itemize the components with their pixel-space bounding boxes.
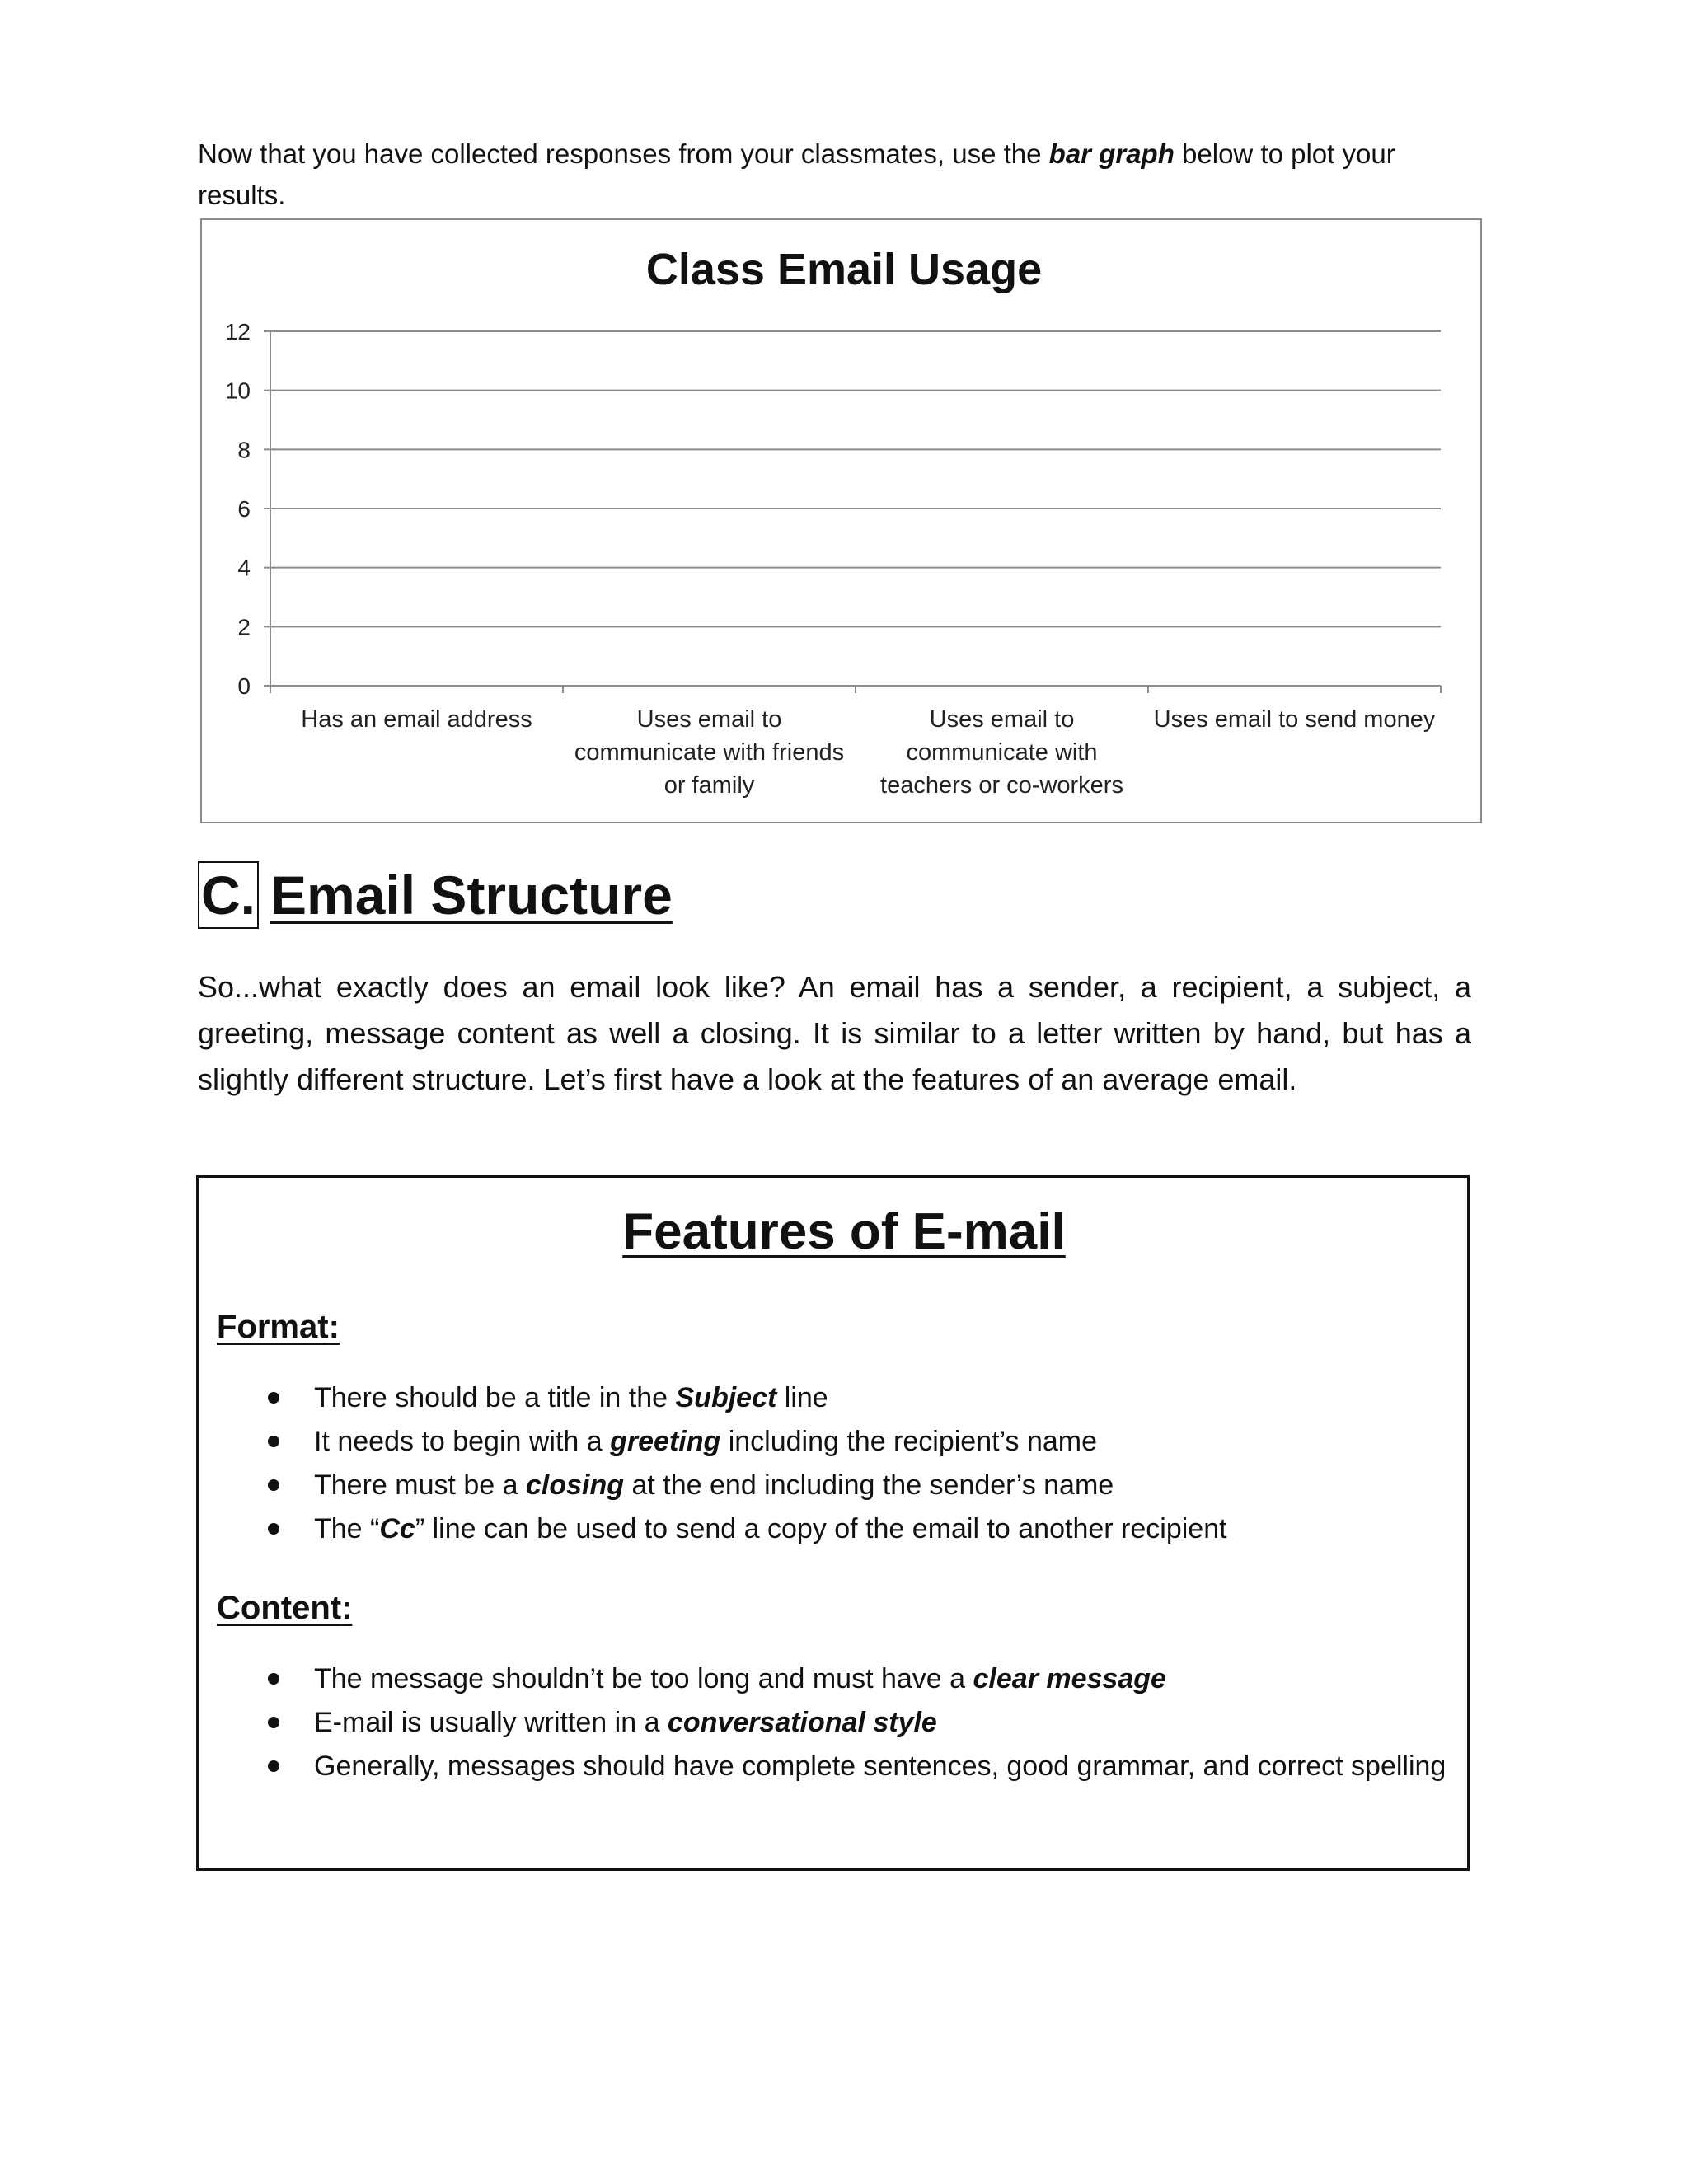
format-heading-text: Format (217, 1309, 329, 1345)
list-item-emphasis: conversational style (667, 1707, 937, 1738)
bar-chart (200, 218, 1482, 823)
section-letter: C. (198, 861, 259, 929)
content-heading-text: Content (217, 1590, 342, 1626)
x-tick-label-line: teachers or co-workers (880, 772, 1123, 799)
list-item-emphasis: greeting (610, 1426, 721, 1457)
section-title: Email Structure (270, 865, 673, 926)
x-tick-label-line: Has an email address (301, 706, 532, 733)
list-item-text-end: line (776, 1382, 828, 1413)
list-item (268, 1507, 1455, 1551)
list-item-text: The “ (314, 1513, 380, 1544)
list-item-emphasis: Subject (675, 1382, 777, 1413)
list-item-text: There should be a title in the (314, 1382, 676, 1413)
intro-text-start: Now that you have collected responses from your classmates, use the (198, 138, 1049, 169)
list-item-emphasis: closing (526, 1469, 625, 1501)
list-item-text: There must be a (314, 1469, 527, 1501)
x-tick-label-line: communicate with (906, 739, 1098, 766)
list-item-emphasis: Cc (379, 1513, 415, 1544)
y-tick-label: 6 (237, 496, 251, 522)
x-tick-label (1154, 706, 1436, 733)
format-heading (217, 1304, 340, 1350)
list-item-text-end: ” line can be used to send a copy of the email to another recipient (415, 1513, 1227, 1544)
format-heading-colon: : (328, 1309, 340, 1345)
list-item (268, 1376, 1455, 1420)
content-heading-colon: : (341, 1590, 353, 1626)
y-tick-label: 10 (224, 377, 251, 404)
x-tick-label-line: communicate with friends (574, 739, 845, 766)
bullet-icon (268, 1523, 279, 1535)
y-tick-label: 8 (237, 437, 251, 463)
bullet-icon (268, 1436, 279, 1447)
list-item-text: Generally, messages should have complete sentences, good grammar, and correct spelling (314, 1750, 1447, 1782)
x-tick-label (301, 706, 532, 733)
x-tick-label-line: Uses email to (929, 706, 1075, 733)
list-item-emphasis: clear message (973, 1663, 1166, 1694)
bullet-icon (268, 1479, 279, 1491)
x-tick-label-line: Uses email to (636, 706, 782, 733)
section-heading (198, 857, 673, 933)
list-item-text-end: at the end including the sender’s name (624, 1469, 1114, 1501)
bullet-icon (268, 1673, 279, 1685)
intro-text (198, 134, 1484, 216)
content-heading (217, 1585, 352, 1631)
section-paragraph: So...what exactly does an email look like? An email has a sender, a recipient, a subject, a greeting, message content as well a closing. It is similar to a letter written by hand, but has a slightly different structure. Let’s first have a look at the features of an average email. (198, 970, 1471, 1096)
format-list (268, 1376, 1455, 1551)
x-tick-label-line: Uses email to send money (1153, 706, 1436, 733)
list-item-text: E-mail is usually written in a (314, 1707, 668, 1738)
x-tick-label (880, 706, 1123, 799)
x-tick-label (574, 706, 844, 799)
intro-emphasis: bar graph (1048, 138, 1175, 169)
list-item-text: It needs to begin with a (314, 1426, 611, 1457)
list-item-text: The message shouldn’t be too long and must have a (314, 1663, 973, 1694)
y-tick-label: 12 (224, 319, 251, 344)
features-title: Features of E-mail (622, 1203, 1066, 1260)
list-item (268, 1657, 1455, 1701)
bullet-icon (268, 1392, 279, 1404)
list-item (268, 1420, 1455, 1464)
bullet-icon (268, 1717, 279, 1728)
y-tick-label: 0 (237, 673, 251, 699)
intro-text-end: below to plot your results. (198, 138, 1395, 210)
x-tick-label-line: or family (663, 772, 755, 799)
y-tick-label: 2 (237, 614, 251, 640)
content-list (268, 1657, 1455, 1788)
list-item (268, 1464, 1455, 1507)
list-item (268, 1745, 1455, 1788)
list-item-text-end: including the recipient’s name (720, 1426, 1098, 1457)
chart-title: Class Email Usage (645, 245, 1043, 294)
list-item (268, 1701, 1455, 1745)
y-tick-label: 4 (237, 555, 251, 581)
bullet-icon (268, 1760, 279, 1772)
